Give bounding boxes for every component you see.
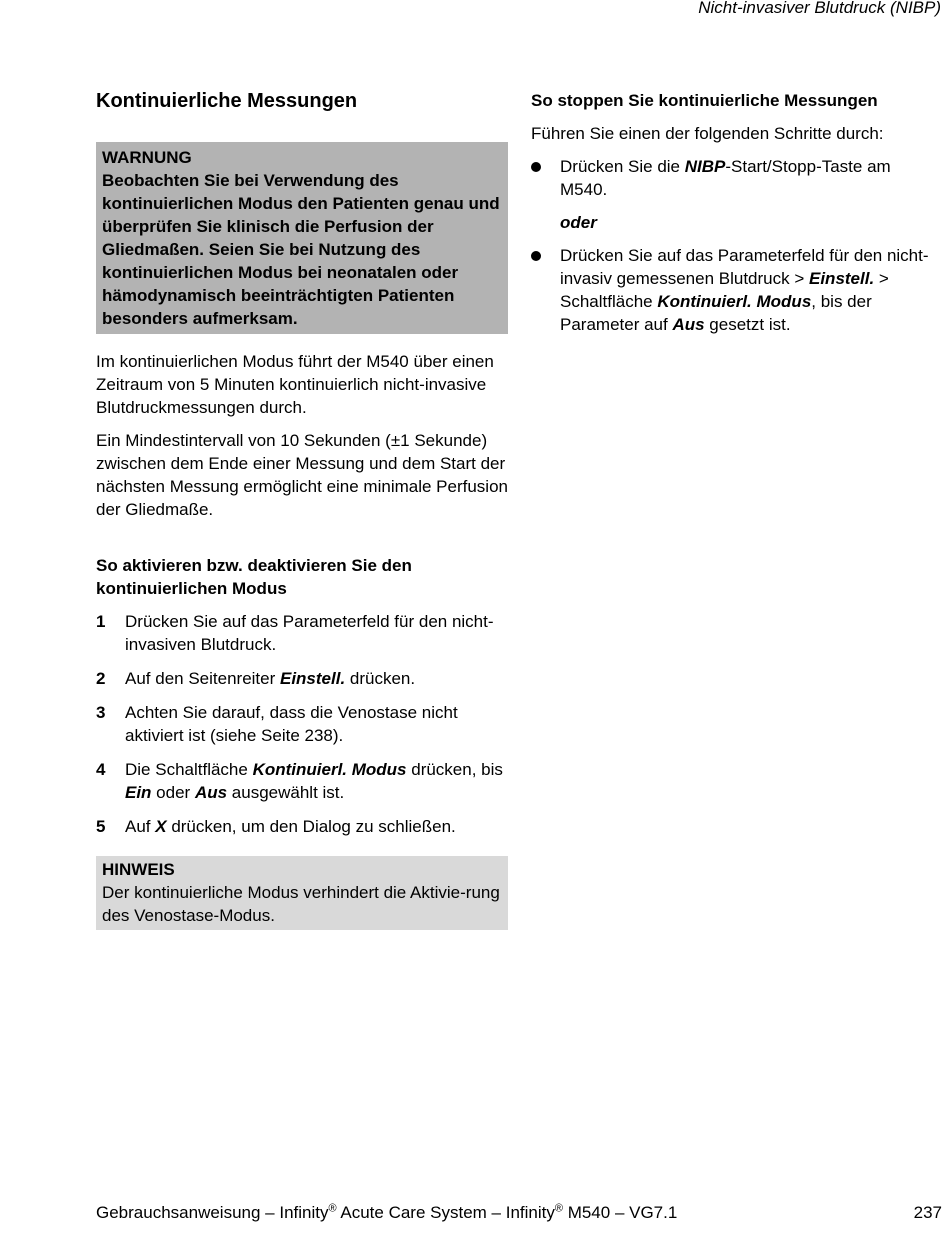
step-text xyxy=(125,610,508,656)
step-number: 4 xyxy=(96,760,106,779)
list-item xyxy=(96,815,508,838)
ui-label-emphasis: X xyxy=(155,817,167,836)
ui-label-emphasis: NIBP xyxy=(684,157,726,176)
bullet-text xyxy=(560,155,941,201)
footer-part: Gebrauchsanweisung – Infinity xyxy=(96,1203,329,1222)
bullet-text-part: Drücken Sie auf das Parameterfeld für den nicht-invasiv gemessenen Blutdruck > xyxy=(560,246,929,288)
list-item xyxy=(96,701,508,747)
paragraph-minimum-interval: Ein Mindestintervall von 10 Sekunden (±1 Sekunde) zwischen dem Ende einer Messung und dem Start der nächsten Messung ermöglicht eine minimale Perfusion der Gliedmaße. xyxy=(96,431,508,519)
step-text xyxy=(125,667,508,690)
steps-list xyxy=(96,610,508,838)
step-number: 2 xyxy=(96,669,106,688)
bullet-text-part: -Start/Stopp-Taste am M540. xyxy=(560,157,891,199)
step-text-part: ausgewählt ist. xyxy=(227,783,345,802)
running-header: Nicht-invasiver Blutdruck (NIBP) xyxy=(698,0,941,17)
ui-label-emphasis: Aus xyxy=(194,783,228,802)
list-item xyxy=(96,610,508,656)
warning-box xyxy=(96,142,508,334)
step-text-part: Achten Sie darauf, dass die Venostase nicht aktiviert ist (siehe Seite 238). xyxy=(125,703,458,745)
ui-label-emphasis: Einstell. xyxy=(279,669,346,688)
ui-label-emphasis: Einstell. xyxy=(809,269,875,288)
registered-mark: ® xyxy=(554,1202,563,1215)
bullet-text xyxy=(560,244,941,336)
step-number: 3 xyxy=(96,703,106,722)
paragraph-continuous-mode: Im kontinuierlichen Modus führt der M540 über einen Zeitraum von 5 Minuten kontinuierlich nicht-invasive Blutdruckmessungen durch. xyxy=(96,352,494,417)
step-text xyxy=(125,758,508,804)
bullet-list xyxy=(531,244,941,336)
step-number: 1 xyxy=(96,612,106,631)
list-item xyxy=(96,667,508,690)
bullet-text-part: gesetzt ist. xyxy=(704,315,791,334)
step-text-part: drücken, um den Dialog zu schließen. xyxy=(166,817,456,836)
bullet-icon xyxy=(531,155,560,201)
list-item xyxy=(531,155,941,201)
subheading-stop: So stoppen Sie kontinuierliche Messungen xyxy=(531,91,878,110)
ui-label-emphasis: Ein xyxy=(125,783,152,802)
warning-heading: WARNUNG xyxy=(102,148,192,167)
step-text-part: Auf den Seitenreiter xyxy=(125,669,280,688)
registered-mark: ® xyxy=(328,1202,337,1215)
step-number: 5 xyxy=(96,817,106,836)
list-item xyxy=(531,244,941,336)
bullet-text-part: > Schaltfläche xyxy=(560,269,889,311)
step-text-part: drücken, bis xyxy=(406,760,503,779)
note-box xyxy=(96,856,508,930)
bullet-text-part: Drücken Sie die xyxy=(560,157,685,176)
step-text xyxy=(125,701,508,747)
bullet-icon xyxy=(531,244,560,336)
paragraph-intro: Führen Sie einen der folgenden Schritte durch: xyxy=(531,124,884,143)
section-title: Kontinuierliche Messungen xyxy=(96,90,358,112)
step-text-part: Drücken Sie auf das Parameterfeld für den nicht-invasiven Blutdruck. xyxy=(125,612,494,654)
ui-label-emphasis: Kontinuierl. Modus xyxy=(657,292,812,311)
right-column xyxy=(531,89,941,336)
note-body: Der kontinuierliche Modus verhindert die Aktivie-rung des Venostase-Modus. xyxy=(102,883,500,925)
oder-label: oder xyxy=(560,213,597,232)
footer-text xyxy=(96,1201,677,1224)
subheading-activate: So aktivieren bzw. deaktivieren Sie den kontinuierlichen Modus xyxy=(96,556,412,598)
list-item xyxy=(96,758,508,804)
warning-body: Beobachten Sie bei Verwendung des kontinuierlichen Modus den Patienten genau und überprüfen Sie klinisch die Perfusion der Gliedmaßen. Seien Sie bei Nutzung des kontinuierlichen Modus bei neonatalen oder hämodynamisch beeinträchtigten Patienten besonders aufmerksam. xyxy=(102,171,500,328)
page-number: 237 xyxy=(913,1203,942,1222)
step-text-part: oder xyxy=(151,783,195,802)
step-text-part: Auf xyxy=(125,817,156,836)
step-text xyxy=(125,815,508,838)
ui-label-emphasis: Kontinuierl. Modus xyxy=(252,760,407,779)
ui-label-emphasis: Aus xyxy=(672,315,705,334)
step-text-part: drücken. xyxy=(345,669,416,688)
footer-part: M540 – VG7.1 xyxy=(562,1203,678,1222)
bullet-text-part: , bis der Parameter auf xyxy=(560,292,872,334)
note-heading: HINWEIS xyxy=(102,860,175,879)
step-text-part: Die Schaltfläche xyxy=(125,760,253,779)
left-column xyxy=(96,88,508,930)
bullet-list xyxy=(531,155,941,201)
footer-part: Acute Care System – Infinity xyxy=(336,1203,555,1222)
